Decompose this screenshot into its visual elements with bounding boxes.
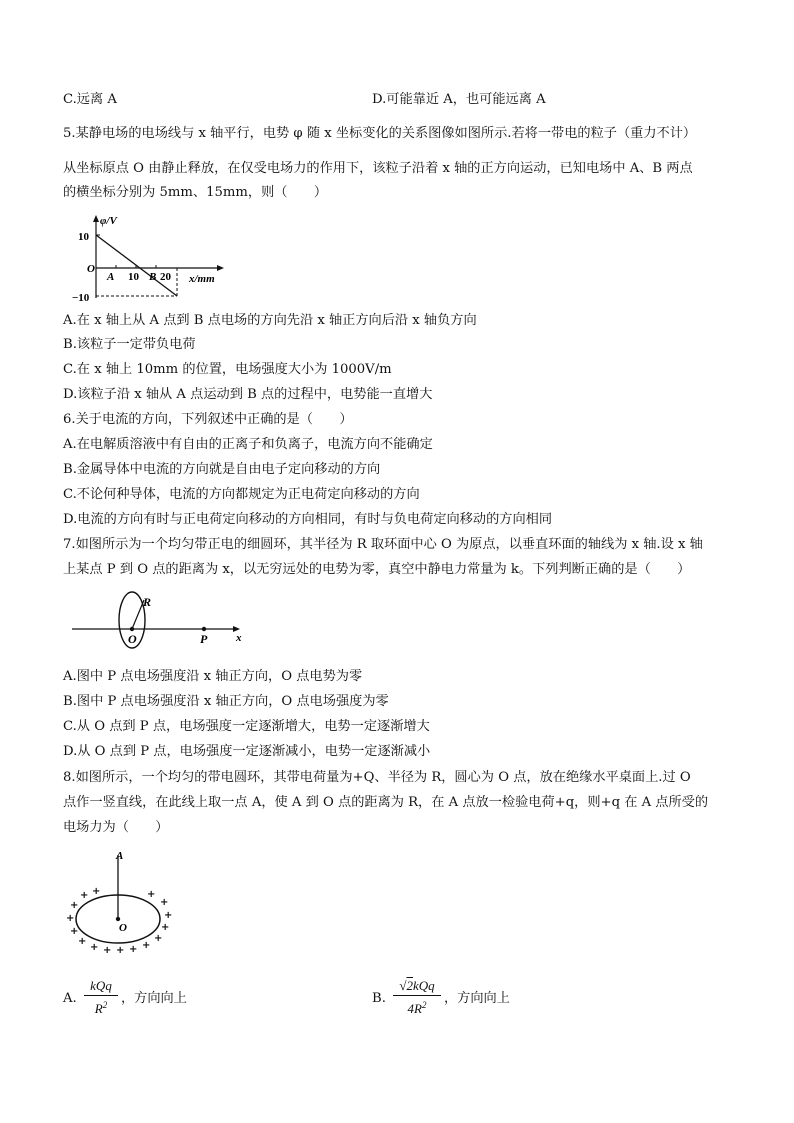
q5-stem-line3: 的横坐标分别为 5mm、15mm，则（ ） [63, 185, 328, 200]
q7-ring-axis-figure [70, 586, 255, 652]
svg-text:+: + [80, 890, 89, 901]
svg-text:+: + [154, 933, 163, 944]
q7-label-o: O [128, 632, 137, 646]
q8-stem-line2: 点作一竖直线，在此线上取一点 A，使 A 到 O 点的距离为 R，在 A 点放一检验电荷+q，则+q 在 A 点所受的 [63, 795, 709, 810]
q8-option-a-numerator: kQq [90, 978, 112, 993]
q8-stem-line1: 8.如图所示，一个均匀的带电圆环，其带电荷量为+Q、半径为 R，圆心为 O 点，放在绝缘水平桌面上.过 O [63, 770, 691, 785]
q8-option-b-exponent: 2 [421, 1000, 427, 1010]
q6-option-d: D.电流的方向有时与正电荷定向移动的方向相同，有时与负电荷定向移动的方向相同 [63, 512, 553, 527]
q8-label-o: O [119, 922, 127, 934]
q5-xlabel: x/mm [189, 273, 215, 285]
q5-stem-line2: 从坐标原点 O 由静止释放，在仅受电场力的作用下，该粒子沿着 x 轴的正方向运动，已知电场中 A、B 两点 [63, 161, 693, 176]
svg-text:+: + [70, 926, 79, 937]
q7-option-a: A.图中 P 点电场强度沿 x 轴正方向，O 点电势为零 [63, 669, 363, 684]
q7-label-r: R [143, 595, 152, 609]
q5-ylabel: φ/V [100, 215, 117, 227]
q8-option-b-direction: ，方向向上 [444, 991, 510, 1006]
q6-option-c: C.不论何种导体，电流的方向都规定为正电荷定向移动的方向 [63, 487, 420, 502]
svg-text:+: + [116, 945, 125, 953]
q5-option-d: D.该粒子沿 x 轴从 A 点运动到 B 点的过程中，电势能一直增大 [63, 387, 433, 402]
svg-text:+: + [142, 940, 151, 951]
q8-option-a-exponent: 2 [102, 1000, 108, 1010]
q7-label-x: x [236, 632, 242, 644]
q7-stem-line1: 7.如图所示为一个均匀带正电的细圆环，其半径为 R 取环面中心 O 为原点，以垂直环面的轴线为 x 轴.设 x 轴 [63, 537, 703, 552]
q5-option-c: C.在 x 轴上 10mm 的位置，电场强度大小为 1000V/m [63, 362, 392, 377]
svg-text:+: + [103, 945, 112, 953]
q8-label-a: A [116, 850, 124, 862]
svg-text:+: + [66, 913, 75, 924]
q8-option-a-fraction [84, 978, 118, 1017]
q5-tick-x20: 20 [160, 271, 171, 283]
q8-option-b-fraction [393, 978, 441, 1017]
svg-text:+: + [161, 922, 170, 933]
q5-tick-x10: 10 [128, 271, 139, 283]
q5-label-a: A [107, 271, 115, 283]
svg-text:+: + [147, 889, 156, 900]
q5-tick-minus10: −10 [72, 292, 90, 304]
q5-option-b: B.该粒子一定带负电荷 [63, 337, 196, 352]
q8-option-a-denominator: R [94, 1001, 103, 1016]
svg-text:+: + [78, 936, 87, 947]
q5-origin: O [87, 263, 95, 275]
q8-option-b-numerator: kQq [412, 978, 435, 993]
q4-option-d: D.可能靠近 A，也可能远离 A [372, 92, 546, 107]
q8-stem-line3: 电场力为（ ） [63, 820, 169, 835]
svg-text:+: + [160, 897, 169, 908]
q7-option-c: C.从 O 点到 P 点，电场强度一定逐渐增大，电势一定逐渐增大 [63, 719, 430, 734]
svg-text:+: + [92, 886, 101, 897]
q5-potential-graph [70, 212, 230, 304]
q8-option-b-denominator: 4R [407, 1001, 422, 1016]
q6-option-a: A.在电解质溶液中有自由的正离子和负离子，电流方向不能确定 [63, 437, 433, 452]
sqrt-icon: √ [399, 978, 407, 993]
q5-stem-line1: 5.某静电场的电场线与 x 轴平行，电势 φ 随 x 坐标变化的关系图像如图所示.若将一带电的粒子（重力不计） [63, 126, 697, 141]
q7-label-p: P [200, 632, 208, 646]
q8-option-b-root: 2 [406, 978, 413, 993]
q8-charged-ring-figure [62, 845, 177, 953]
q8-option-a-prefix: A. [63, 991, 77, 1006]
svg-text:+: + [70, 900, 79, 911]
q8-option-a-direction: ，方向向上 [121, 991, 187, 1006]
q6-stem: 6.关于电流的方向，下列叙述中正确的是（ ） [63, 412, 353, 427]
q7-option-b: B.图中 P 点电场强度沿 x 轴正方向，O 点电场强度为零 [63, 694, 389, 709]
q5-option-a: A.在 x 轴上从 A 点到 B 点电场的方向先沿 x 轴正方向后沿 x 轴负方向 [63, 313, 477, 328]
q6-option-b: B.金属导体中电流的方向就是自由电子定向移动的方向 [63, 462, 381, 477]
q5-label-b: B [149, 271, 157, 283]
q8-option-b-prefix: B. [372, 991, 386, 1006]
q5-tick-10: 10 [78, 231, 89, 243]
q7-option-d: D.从 O 点到 P 点，电场强度一定逐渐减小，电势一定逐渐减小 [63, 744, 431, 759]
svg-text:+: + [129, 944, 138, 953]
q4-option-c: C.远离 A [63, 92, 117, 107]
svg-text:+: + [90, 942, 99, 953]
svg-text:+: + [164, 910, 173, 921]
q7-stem-line2: 上某点 P 到 O 点的距离为 x，以无穷远处的电势为零，真空中静电力常量为 k。下列判断正确的是（ ） [63, 562, 691, 577]
